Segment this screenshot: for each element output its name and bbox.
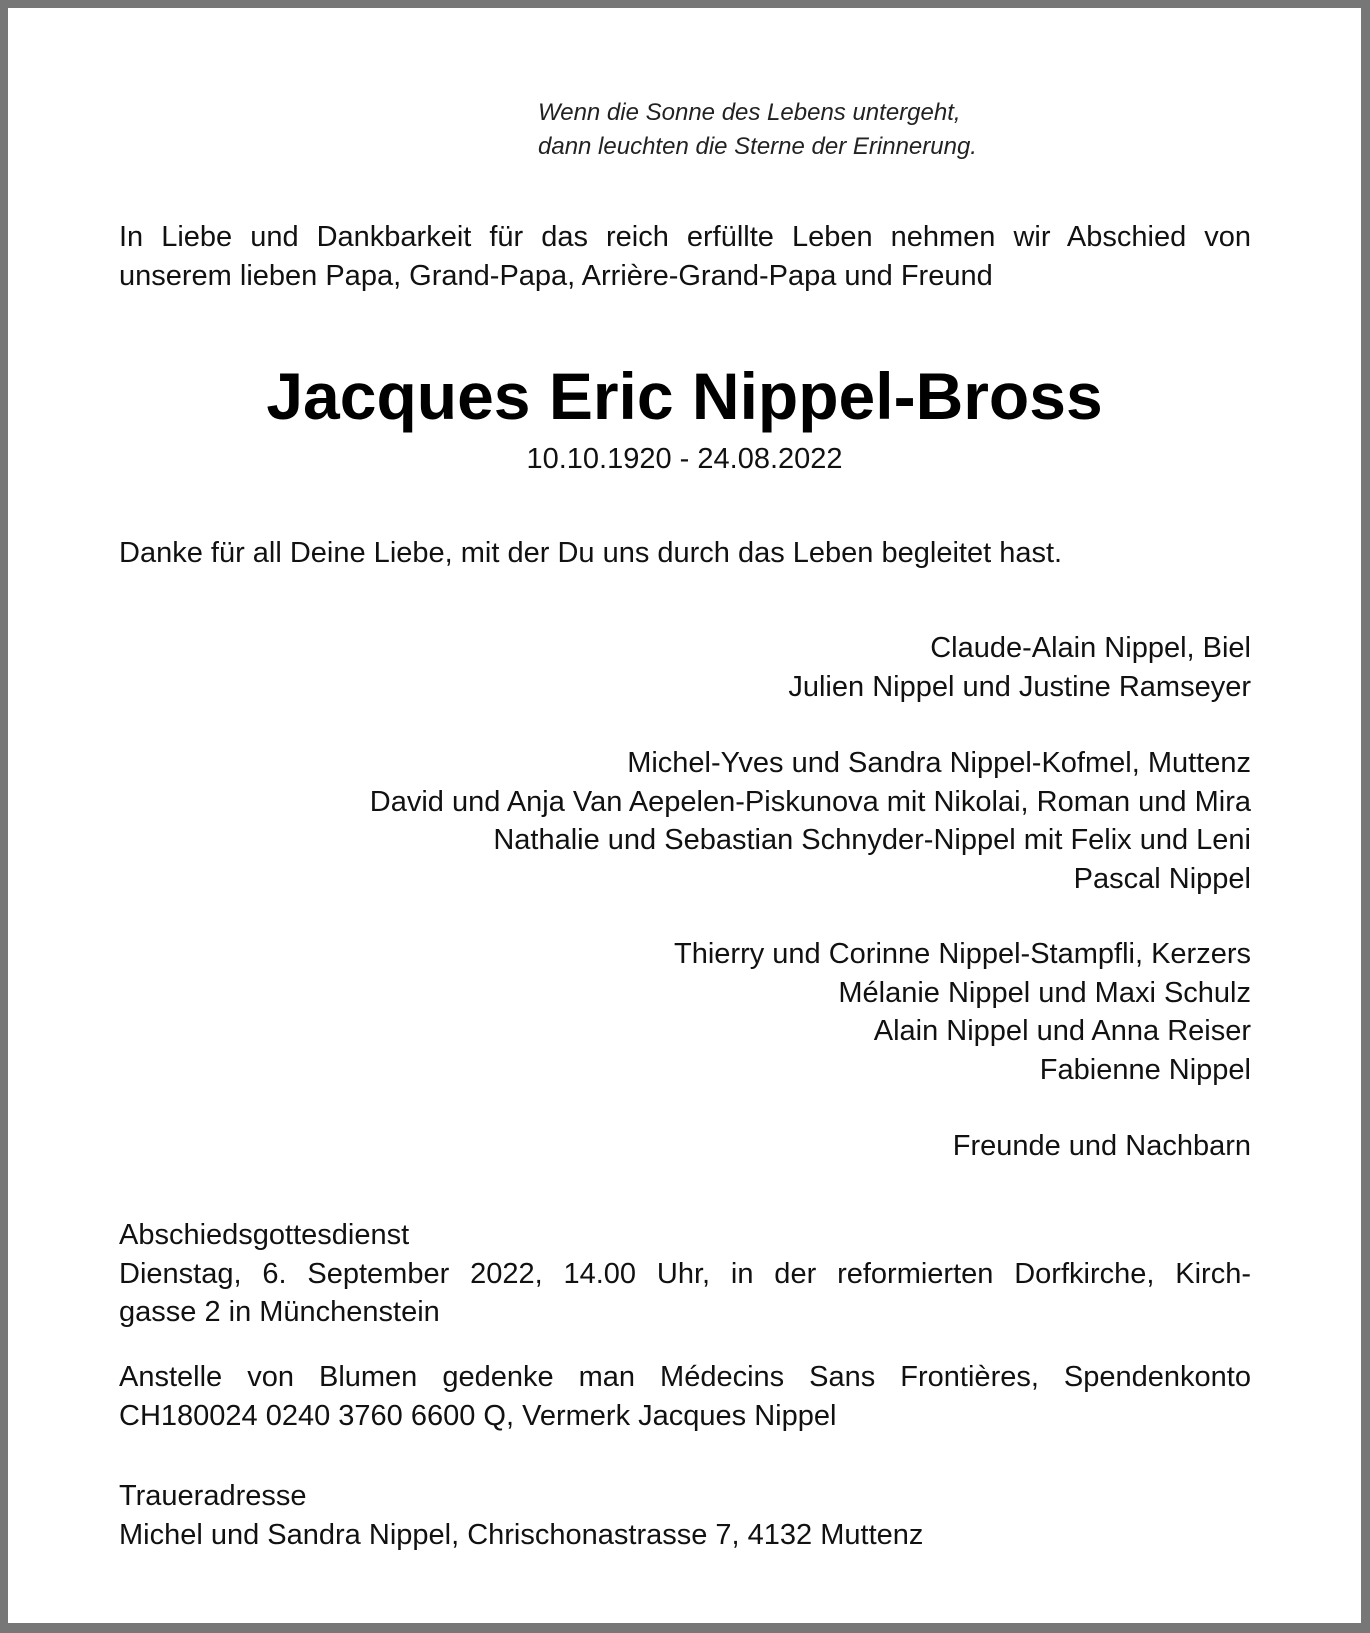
quote-line: Wenn die Sonne des Lebens untergeht, [538, 99, 961, 126]
donation-text: Anstelle von Blumen gedenke man Médecins Sans Frontières, Spendenkonto CH180024 0240 3760 6600 Q, Vermerk Jacques Nippel [119, 1361, 1251, 1432]
mourner: Alain Nippel und Anna Reiser [873, 1015, 1251, 1047]
mourner: Mélanie Nippel und Maxi Schulz [838, 976, 1251, 1009]
mourners-group-1 [119, 629, 1251, 706]
service-details-line: Dienstag, 6. September 2022, 14.00 Uhr, in der reformierten Dorfkirche, Kirch- [119, 1257, 1251, 1290]
mourner: Nathalie und Sebastian Schnyder-Nippel mit Felix und Leni [493, 824, 1251, 856]
intro-text: In Liebe und Dankbarkeit für das reich erfüllte Leben nehmen wir Abschied von unserem lieben Papa, Grand-Papa, Arrière-Grand-Papa und Freund [119, 221, 1251, 292]
mourner: Thierry und Corinne Nippel-Stampfli, Kerzers [674, 938, 1251, 970]
mourners-group-3 [119, 935, 1251, 1089]
mourner: Michel-Yves und Sandra Nippel-Kofmel, Muttenz [627, 747, 1251, 779]
mourning-address [119, 1477, 1251, 1554]
address-title: Traueradresse [119, 1480, 307, 1512]
deceased-name: Jacques Eric Nippel-Bross [266, 359, 1103, 433]
service-details-line: gasse 2 in Münchenstein [119, 1296, 440, 1328]
service-info [119, 1216, 1251, 1332]
thanks-text: Danke für all Deine Liebe, mit der Du uns durch das Leben begleitet hast. [119, 537, 1063, 569]
mourner: Freunde und Nachbarn [952, 1130, 1251, 1162]
quote-line: dann leuchten die Sterne der Erinnerung. [538, 133, 977, 160]
mourner: Pascal Nippel [1073, 862, 1251, 895]
mourners-group-4 [119, 1127, 1251, 1166]
life-dates: 10.10.1920 - 24.08.2022 [526, 443, 843, 475]
mourner: Fabienne Nippel [1039, 1053, 1251, 1086]
service-title: Abschiedsgottesdienst [119, 1219, 410, 1251]
mourner: David und Anja Van Aepelen-Piskunova mit Nikolai, Roman und Mira [369, 785, 1251, 818]
mourners-group-2 [119, 744, 1251, 898]
mourner: Julien Nippel und Justine Ramseyer [788, 670, 1251, 703]
address-value: Michel und Sandra Nippel, Chrischonastrasse 7, 4132 Muttenz [119, 1518, 924, 1551]
mourner: Claude-Alain Nippel, Biel [930, 632, 1251, 664]
obituary-page [8, 8, 1361, 1623]
quote [538, 96, 977, 164]
